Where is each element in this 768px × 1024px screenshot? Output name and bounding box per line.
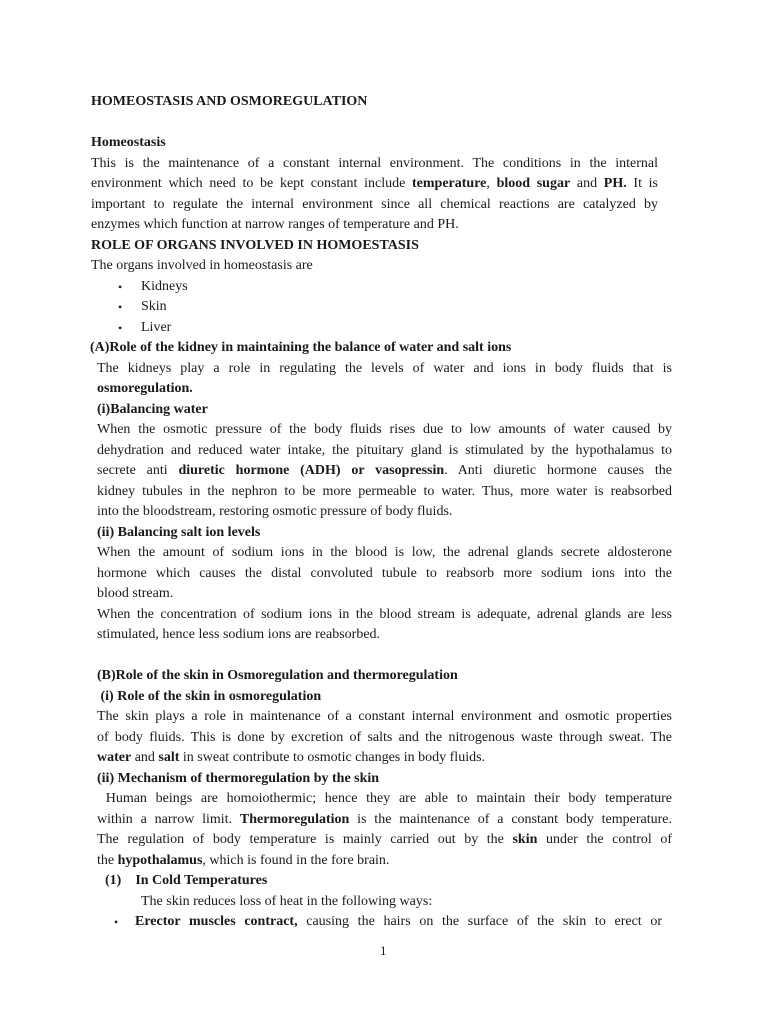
skin-osmo-heading: (i) Role of the skin in osmoregulation (97, 688, 322, 704)
water-line: dehydration and reduced water intake, the pituitary gland is stimulated by the hypothalamus to (97, 442, 672, 458)
water-line: secrete anti diuretic hormone (ADH) or vasopressin. Anti diuretic hormone causes the (97, 463, 672, 478)
bullet-icon: • (118, 320, 123, 335)
page-content (0, 92, 768, 933)
thermo-line: within a narrow limit. Thermoregulation is the maintenance of a constant body temperature. (97, 811, 672, 827)
spacer (0, 113, 768, 134)
organs-intro: The organs involved in homeostasis are (91, 258, 313, 273)
bullet-icon: • (114, 915, 119, 929)
homeostasis-line: This is the maintenance of a constant internal environment. The conditions in the internal (91, 155, 658, 171)
section-a-intro: osmoregulation. (97, 381, 193, 396)
list-item: • Kidneys (0, 277, 768, 298)
bullet-icon: • (118, 300, 123, 314)
water-heading: (i)Balancing water (97, 401, 208, 417)
skin-osmo-line: of body fluids. This is done by excretion of salts and the nitrogenous waste through sweat. The (97, 729, 672, 745)
homeostasis-line: environment which need to be kept constant include temperature, blood sugar and PH. It is (91, 176, 659, 191)
salt-heading: (ii) Balancing salt ion levels (97, 524, 261, 540)
thermo-heading: (ii) Mechanism of thermoregulation by the skin (97, 770, 380, 786)
thermo-line: The regulation of body temperature is mainly carried out by the skin under the control of (97, 832, 672, 847)
list-item: • Erector muscles contract, causing the hairs on the surface of the skin to erect or (0, 912, 768, 933)
salt-line: blood stream. (97, 586, 174, 601)
cold-intro: The skin reduces loss of heat in the following ways: (141, 893, 433, 909)
skin-osmo-line: water and salt in sweat contribute to osmotic changes in body fluids. (97, 750, 486, 765)
list-item: • Liver (0, 318, 768, 339)
page-number: 1 (380, 943, 387, 958)
homeostasis-line: important to regulate the internal environment since all chemical reactions are catalyzed by (91, 196, 658, 212)
homeostasis-heading: Homeostasis (91, 135, 166, 150)
thermo-line: Human beings are homoiothermic; hence they are able to maintain their body temperature (97, 791, 672, 806)
homeostasis-line: enzymes which function at narrow ranges of temperature and PH. (91, 217, 459, 232)
list-item: • Skin (0, 297, 768, 318)
salt-line: hormone which causes the distal convoluted tubule to reabsorb more sodium ions into the (97, 565, 672, 581)
spacer (0, 646, 768, 667)
thermo-line: the hypothalamus, which is found in the fore brain. (97, 852, 390, 868)
salt-line: stimulated, hence less sodium ions are reabsorbed. (97, 627, 381, 642)
water-line: into the bloodstream, restoring osmotic pressure of body fluids. (97, 504, 453, 519)
salt-line: When the concentration of sodium ions in the blood stream is adequate, adrenal glands are less (97, 606, 672, 622)
skin-osmo-line: The skin plays a role in maintenance of a constant internal environment and osmotic properties (97, 709, 672, 724)
bullet-icon: • (118, 279, 123, 294)
organs-heading: ROLE OF ORGANS INVOLVED IN HOMOESTASIS (91, 237, 419, 253)
document-title: HOMEOSTASIS AND OSMOREGULATION (91, 94, 368, 109)
water-line: kidney tubules in the nephron to be more permeable to water. Thus, more water is reabsorbed (97, 483, 672, 499)
section-b-heading: (B)Role of the skin in Osmoregulation and thermoregulation (97, 668, 458, 683)
cold-heading: (1) In Cold Temperatures (105, 873, 268, 888)
section-a-heading: (A)Role of the kidney in maintaining the balance of water and salt ions (90, 340, 512, 355)
salt-line: When the amount of sodium ions in the blood is low, the adrenal glands secrete aldosterone (97, 545, 672, 560)
section-a-intro: The kidneys play a role in regulating the levels of water and ions in body fluids that is (97, 360, 672, 376)
water-line: When the osmotic pressure of the body fluids rises due to low amounts of water caused by (97, 422, 672, 437)
